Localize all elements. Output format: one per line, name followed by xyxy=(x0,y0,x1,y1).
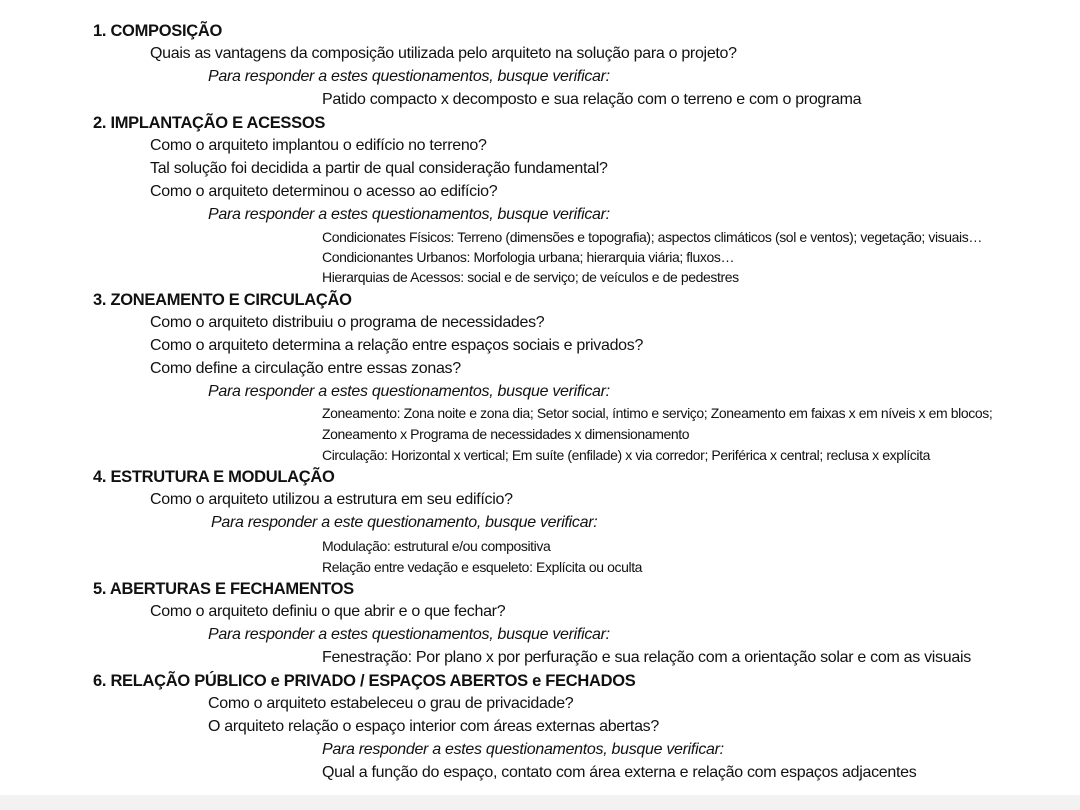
section-1-detail-1: Patido compacto x decomposto e sua relação com o terreno e com o programa xyxy=(322,91,862,108)
section-5-title: 5. ABERTURAS E FECHAMENTOS xyxy=(93,580,354,598)
section-3-question-3: Como define a circulação entre essas zonas? xyxy=(150,360,461,377)
section-4-title: 4. ESTRUTURA E MODULAÇÃO xyxy=(93,468,335,486)
section-3-detail-2: Zoneamento x Programa de necessidades x dimensionamento xyxy=(322,426,690,442)
section-5-question-1: Como o arquiteto definiu o que abrir e o que fechar? xyxy=(150,603,506,620)
section-4-detail-2: Relação entre vedação e esqueleto: Explícita ou oculta xyxy=(322,559,643,575)
section-6-prompt: Para responder a estes questionamentos, busque verificar: xyxy=(322,741,724,758)
section-3-question-1: Como o arquiteto distribuiu o programa de necessidades? xyxy=(150,314,545,331)
section-4-prompt: Para responder a este questionamento, busque verificar: xyxy=(211,514,598,531)
section-4-detail-1: Modulação: estrutural e/ou compositiva xyxy=(322,538,551,554)
section-3-prompt: Para responder a estes questionamentos, busque verificar: xyxy=(208,383,610,400)
section-3-detail-3: Circulação: Horizontal x vertical; Em suíte (enfilade) x via corredor; Periférica x central; reclusa x explícita xyxy=(322,447,930,463)
section-2-question-1: Como o arquiteto implantou o edifício no terreno? xyxy=(150,137,487,154)
section-1-prompt: Para responder a estes questionamentos, busque verificar: xyxy=(208,68,610,85)
section-6-question-1: Como o arquiteto estabeleceu o grau de privacidade? xyxy=(208,695,574,712)
section-3-detail-1: Zoneamento: Zona noite e zona dia; Setor social, íntimo e serviço; Zoneamento em faixas x em níveis x em blocos; xyxy=(322,405,993,421)
section-2-question-2: Tal solução foi decidida a partir de qual consideração fundamental? xyxy=(150,160,608,177)
section-4-question-1: Como o arquiteto utilizou a estrutura em seu edifício? xyxy=(150,491,513,508)
section-3-title: 3. ZONEAMENTO E CIRCULAÇÃO xyxy=(93,291,352,309)
section-2-prompt: Para responder a estes questionamentos, busque verificar: xyxy=(208,206,610,223)
section-1-question-1: Quais as vantagens da composição utilizada pelo arquiteto na solução para o projeto? xyxy=(150,45,737,62)
section-2-detail-1: Condicionates Físicos: Terreno (dimensões e topografia); aspectos climáticos (sol e ventos); vegetação; visuais… xyxy=(322,229,982,245)
section-5-prompt: Para responder a estes questionamentos, busque verificar: xyxy=(208,626,610,643)
section-2-question-3: Como o arquiteto determinou o acesso ao edifício? xyxy=(150,183,498,200)
section-2-detail-2: Condicionantes Urbanos: Morfologia urbana; hierarquia viária; fluxos… xyxy=(322,249,735,265)
section-2-detail-3: Hierarquias de Acessos: social e de serviço; de veículos e de pedestres xyxy=(322,269,739,285)
section-2-title: 2. IMPLANTAÇÃO E ACESSOS xyxy=(93,114,326,132)
section-6-question-2: O arquiteto relação o espaço interior com áreas externas abertas? xyxy=(208,718,659,735)
section-5-detail-1: Fenestração: Por plano x por perfuração e sua relação com a orientação solar e com as visuais xyxy=(322,649,971,666)
section-1-title: 1. COMPOSIÇÃO xyxy=(93,22,223,40)
section-6-detail-1: Qual a função do espaço, contato com área externa e relação com espaços adjacentes xyxy=(322,764,917,781)
section-3-question-2: Como o arquiteto determina a relação entre espaços sociais e privados? xyxy=(150,337,644,354)
page-bottom-margin xyxy=(0,795,1080,810)
section-6-title: 6. RELAÇÃO PÚBLICO e PRIVADO / ESPAÇOS ABERTOS e FECHADOS xyxy=(93,672,636,690)
